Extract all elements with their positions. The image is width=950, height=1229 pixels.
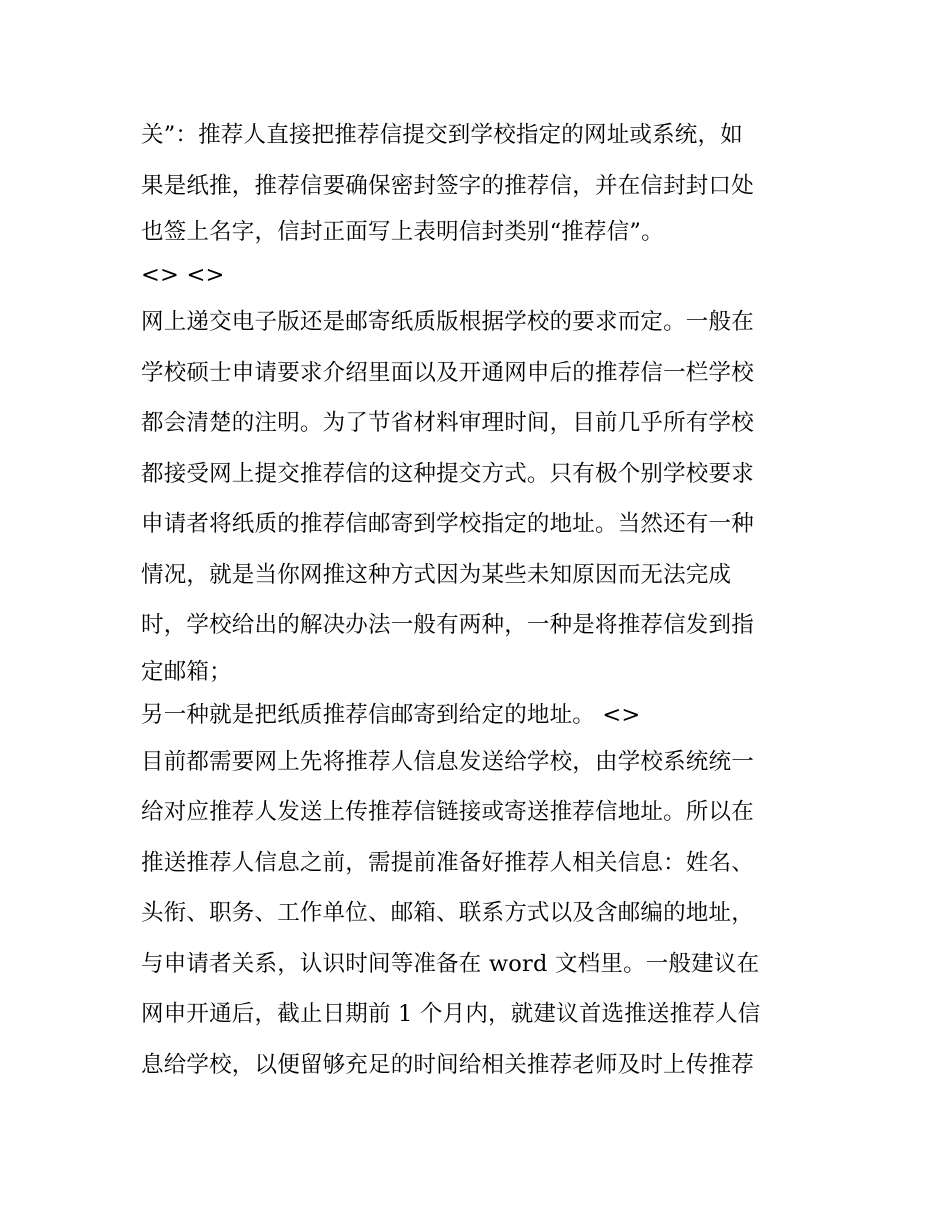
text-line: 时，学校给出的解决办法一般有两种，一种是将推荐信发到指 bbox=[141, 612, 754, 638]
text-line: 定邮箱； bbox=[141, 658, 232, 685]
text-line: 学校硕士申请要求介绍里面以及开通网申后的推荐信一栏学校 bbox=[141, 359, 754, 386]
text-line: 网申开通后，截止日期前 1 个月内，就建议首选推送推荐人信 bbox=[141, 1001, 761, 1027]
text-line: 与申请者关系，认识时间等准备在 word 文档里。一般建议在 bbox=[141, 950, 760, 977]
text-line: 都接受网上提交推荐信的这种提交方式。只有极个别学校要求 bbox=[141, 460, 754, 487]
text-line: 目前都需要网上先将推荐人信息发送给学校，由学校系统统一 bbox=[141, 748, 754, 775]
text-line: 给对应推荐人发送上传推荐信链接或寄送推荐信地址。所以在 bbox=[141, 799, 754, 825]
text-line: 申请者将纸质的推荐信邮寄到学校指定的地址。当然还有一种 bbox=[141, 511, 754, 537]
text-line: <> <> bbox=[141, 262, 225, 288]
text-line: 关”：推荐人直接把推荐信提交到学校指定的网址或系统，如 bbox=[141, 122, 743, 148]
text-line: 息给学校，以便留够充足的时间给相关推荐老师及时上传推荐 bbox=[141, 1051, 754, 1078]
text-line: 也签上名字，信封正面写上表明信封类别“推荐信”。 bbox=[141, 219, 664, 245]
document-body bbox=[141, 110, 821, 1090]
text-line: 都会清楚的注明。为了节省材料审理时间，目前几乎所有学校 bbox=[141, 410, 754, 436]
text-line: 推送推荐人信息之前，需提前准备好推荐人相关信息：姓名、 bbox=[141, 849, 754, 876]
text-line: 情况，就是当你网推这种方式因为某些未知原因而无法完成 bbox=[141, 561, 732, 588]
text-line: 头衔、职务、工作单位、邮箱、联系方式以及含邮编的地址， bbox=[141, 900, 754, 926]
text-line: 另一种就是把纸质推荐信邮寄到给定的地址。 <> bbox=[141, 701, 641, 728]
text-line: 果是纸推，推荐信要确保密封签字的推荐信，并在信封封口处 bbox=[141, 172, 754, 199]
text-line: 网上递交电子版还是邮寄纸质版根据学校的要求而定。一般在 bbox=[141, 309, 754, 335]
